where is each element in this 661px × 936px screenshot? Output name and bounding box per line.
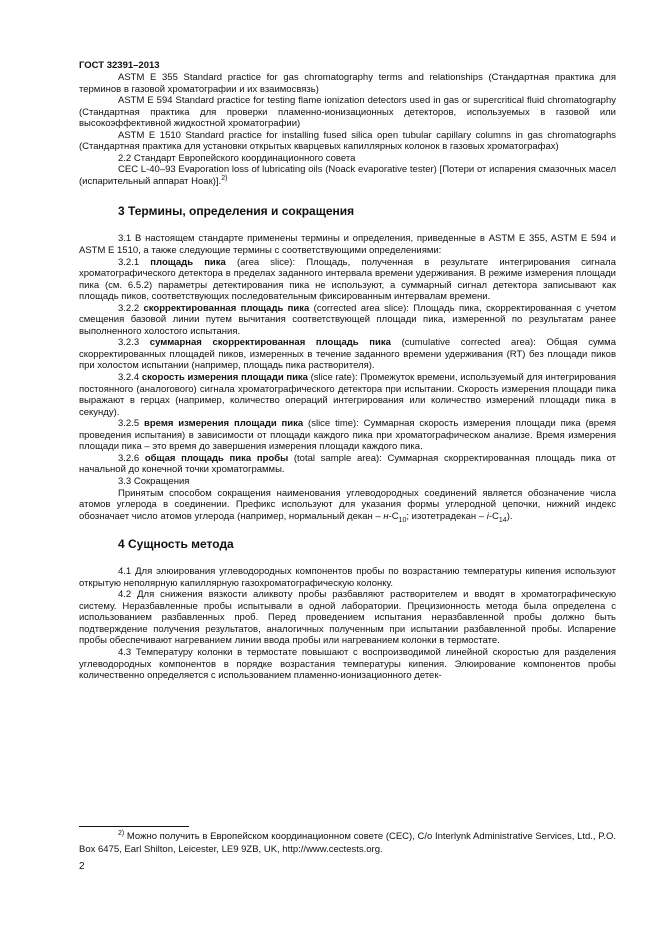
section-4-2: 4.2 Для снижения вязкости аликвоту пробы разбавляют растворителем и вводят в хроматографическую систему. Неразбавленные пробы испытывали в одной лаборатории. Прецизионность метода была определена с использованием разбавленных проб. Перед проведением испытания неразбавленной пробы должно быть подтверждение получения результатов, аналогичных полученным при испытании разбавленной пробы. Испарение пробы обеспечивают нагреванием линии ввода пробы или нагреванием колонки в термостате. [79, 589, 616, 647]
term-number: 3.2.4 [118, 372, 140, 384]
term-number: 3.2.2 [118, 302, 140, 314]
ref-cec [79, 164, 616, 187]
abbr-subscript-14: 14 [498, 516, 507, 524]
abbr-text-end: ). [506, 510, 513, 522]
section-4-1: 4.1 Для элюирования углеводородных компонентов пробы по возрастанию температуры кипения используют открытую неполярную капиллярную газохроматографическую колонку. [79, 566, 616, 589]
term-3-2-2 [79, 303, 616, 338]
page-number: 2 [79, 861, 85, 872]
term-number: 3.2.1 [118, 256, 140, 268]
term-name: время измерения площади пика [144, 418, 304, 430]
term-number: 3.2.5 [118, 418, 140, 430]
abbr-prefix-i: i [486, 510, 489, 522]
section-3-title: 3 Термины, определения и сокращения [118, 204, 355, 219]
section-3-3-heading: 3.3 Сокращения [118, 475, 190, 487]
section-3-3-text [79, 488, 616, 523]
term-name: площадь пика [150, 256, 226, 268]
section-4-title: 4 Сущность метода [118, 537, 234, 552]
term-number: 3.2.3 [118, 337, 140, 349]
term-name: общая площадь пика пробы [144, 452, 289, 464]
term-3-2-4 [79, 372, 616, 418]
term-3-2-3 [79, 337, 616, 372]
footnote-area [79, 826, 616, 856]
term-definition: (slice time): Суммарная скорость измерения площади пика (время проведения испытания) в зависимости от площади каждого пика при хроматографическом анализе. Время измерения площади пика – это время до завершения измерения площади каждого пика. [79, 418, 617, 453]
footnote-divider [79, 826, 189, 827]
footnote-text: Можно получить в Европейском координационном совете (CEC), C/o Interlynk Administrative Services, Ltd., P.O. Box 6475, Earl Shilton, Leicester, LE9 9ZB, UK, http://www.cectests.org. [79, 831, 617, 855]
document-page [79, 60, 616, 682]
section-4-3: 4.3 Температуру колонки в термостате повышают с воспроизводимой линейной скоростью для разделения углеводородных компонентов в порядке возрастания температуры кипения. Элюирование компонентов пробы количественно определяется с использованием пламенно-ионизационного детек- [79, 646, 616, 682]
term-definition: (area slice): Площадь, полученная в результате интегрирования сигнала хроматографического детектора в пределах заданного интервала времени удерживания. В режиме измерения площади пика (см. 6.5.2) параметры детектирования пика не используют, а суммарный сигнал детектора записывают как площадь пиков, соответствующих последовательным фиксированным интервалам времени. [79, 256, 616, 303]
abbr-prefix-n: н [383, 510, 389, 522]
ref-astm-e594: ASTM E 594 Standard practice for testing flame ionization detectors used in gas or supercritical fluid chromatography (Стандартная практика для проверки пламенно-ионизационных детекторов, используемых в газовой или высокоэффективной жидкостной хроматографии) [79, 95, 616, 130]
term-definition: (slice rate): Промежуток времени, используемый для интегрирования постоянного (аналогового) сигнала хроматографического детектора при испытании. Скорость измерения площади пика выражают в герцах (например, количество операций интегрирования или количество измерений площади пика в секунду). [79, 372, 617, 418]
abbr-text-part1: Принятым способом сокращения наименования углеводородных соединений является обозначение числа атомов углерода в соединении. Префикс используют для указания формы углеродной цепочки, нижний индекс обозначает число атомов углерода (например, нормальный декан – [79, 487, 616, 522]
footnote-ref-2: 2) [221, 174, 228, 182]
term-3-2-6 [79, 453, 616, 476]
term-name: скорость измерения площади пика [141, 372, 308, 384]
ref-astm-e355: ASTM E 355 Standard practice for gas chromatography terms and relationships (Стандартная практика для терминов в газовой хроматографии и их взаимосвязь) [79, 72, 616, 95]
ref-section-2-2: 2.2 Стандарт Европейского координационного совета [118, 152, 356, 164]
standard-header: ГОСТ 32391–2013 [79, 60, 160, 71]
term-3-2-1 [79, 257, 616, 303]
term-definition: (corrected area slice): Площадь пика, скорректированная с учетом смещения базовой линии путем вычитания соответствующей площади пика, измеренной по результатам ранее выполненного холостого испытания. [79, 302, 617, 337]
ref-cec-text: CEC L-40–93 Evaporation loss of lubricating oils (Noack evaporative tester) [Потери от испарения смазочных масел (испарительный аппарат Ноак)]. [79, 164, 616, 187]
abbr-carbon-2: -C [488, 510, 499, 522]
section-3-1-intro: 3.1 В настоящем стандарте применены термины и определения, приведенные в ASTM E 355, ASTM E 594 и ASTM E 1510, а также следующие термины с соответствующими определениями: [79, 233, 616, 257]
term-3-2-5 [79, 418, 616, 453]
term-definition: (total sample area): Суммарная скорректированная площадь пика от начальной до конечной точки хроматограммы. [79, 452, 616, 476]
footnote-2 [79, 831, 616, 856]
abbr-carbon-1: -C [388, 510, 399, 522]
abbr-subscript-10: 10 [398, 516, 407, 524]
ref-astm-e1510: ASTM E 1510 Standard practice for installing fused silica open tubular capillary columns in gas chromatographs (Стандартная практика для установки открытых кварцевых капиллярных колонок в газовых хроматографах) [79, 129, 616, 153]
term-name: суммарная скорректированная площадь пика [149, 337, 391, 349]
term-number: 3.2.6 [118, 452, 140, 464]
term-name: скорректированная площадь пика [143, 302, 310, 314]
abbr-text-mid: ; изотетрадекан – [406, 510, 485, 522]
term-definition: (cumulative corrected area): Общая сумма скорректированных площадей пиков, измеренных в течение заданного времени удерживания (RT) без площади пиков при холостом испытании (например, площадь пика растворителя). [79, 337, 616, 372]
footnote-mark: 2) [118, 829, 125, 837]
